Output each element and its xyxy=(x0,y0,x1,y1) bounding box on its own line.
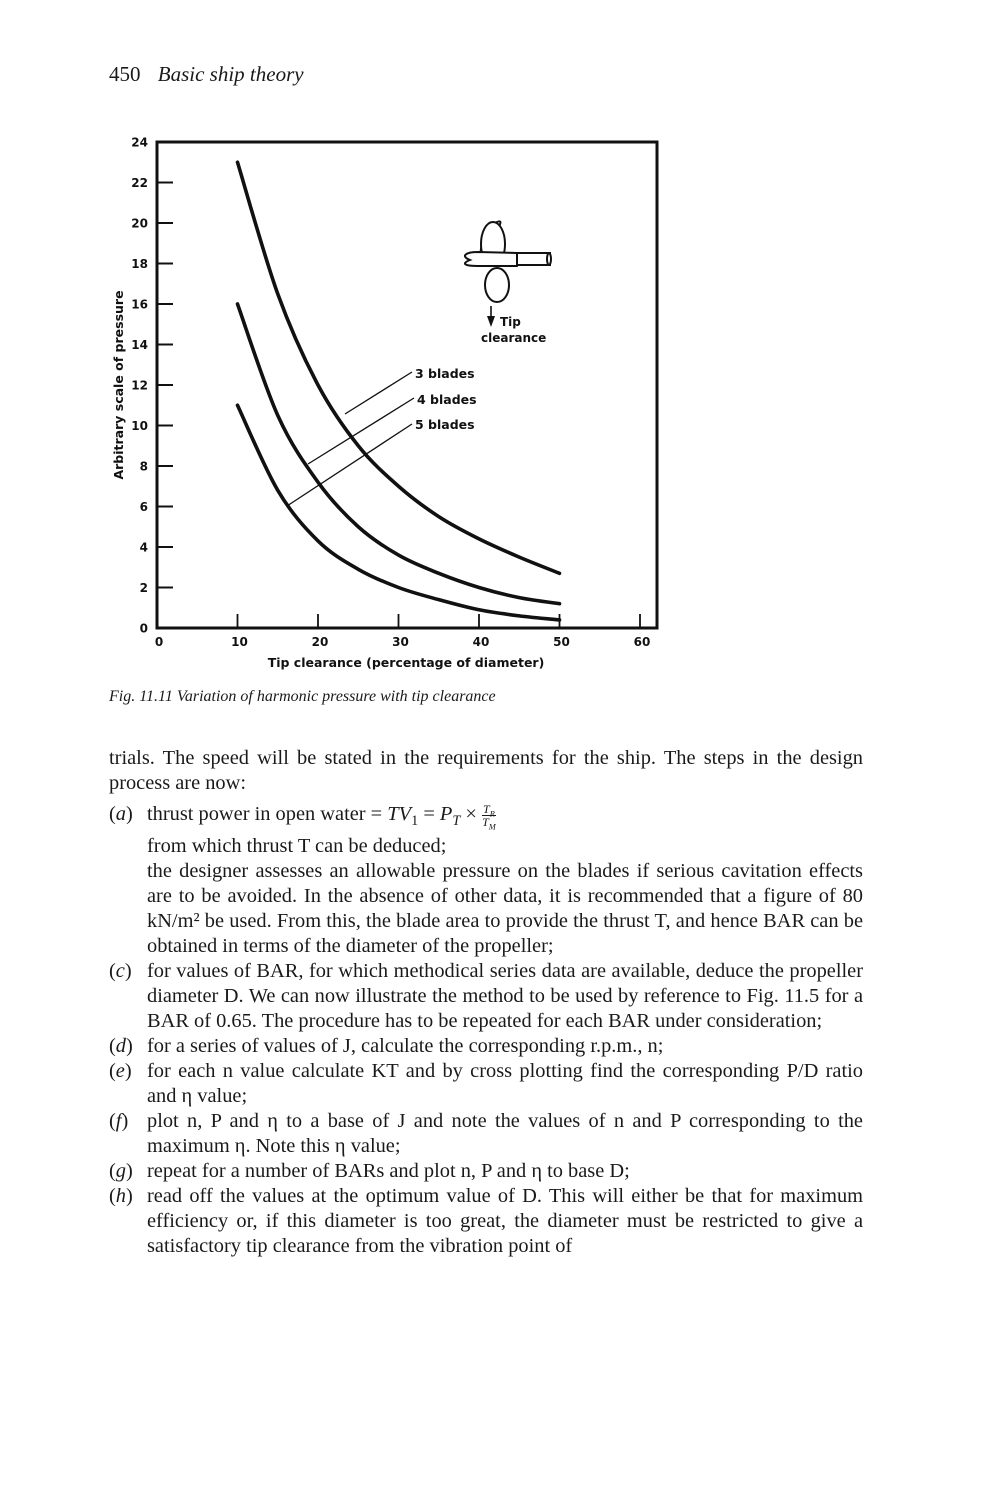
page-number: 450 xyxy=(109,62,141,86)
legend-leader-lines xyxy=(287,372,414,506)
svg-text:14: 14 xyxy=(131,338,148,352)
svg-text:6: 6 xyxy=(139,500,148,514)
item-text: plot n, P and η to a base of J and note the values of n and P corresponding to the maximum η. Note this η value; xyxy=(147,1109,863,1157)
item-text: for values of BAR, for which methodical series data are available, deduce the propeller diameter D. We can now illustrate the method to be used by reference to Fig. 11.5 for a BAR of 0.65. The procedure has to be repeated for each BAR under consideration; xyxy=(147,959,863,1032)
list-item xyxy=(109,1034,863,1059)
svg-text:2: 2 xyxy=(139,581,148,595)
item-label: (h) xyxy=(109,1184,133,1207)
item-text: for each n value calculate KT and by cross plotting find the corresponding P/D ratio and η value; xyxy=(147,1059,863,1107)
list-item xyxy=(109,1059,863,1109)
svg-text:10: 10 xyxy=(131,419,148,433)
svg-text:0: 0 xyxy=(139,621,148,636)
body-text xyxy=(109,746,863,1259)
list-item-a xyxy=(109,801,863,832)
item-text: read off the values at the optimum value of D. This will either be that for maximum efficiency or, if this diameter is too great, the diameter must be restricted to give a satisfactory tip clearance from the vibration point of xyxy=(147,1184,863,1257)
item-label: (e) xyxy=(109,1059,132,1082)
svg-text:30: 30 xyxy=(392,635,409,649)
item-label: (c) xyxy=(109,959,132,982)
plot-frame xyxy=(157,142,657,628)
curve-5-blades xyxy=(238,405,560,620)
svg-text:18: 18 xyxy=(131,257,148,271)
svg-text:12: 12 xyxy=(131,378,148,393)
svg-text:20: 20 xyxy=(311,635,329,649)
legend-labels xyxy=(415,366,477,432)
propeller-icon xyxy=(465,221,551,302)
svg-text:16: 16 xyxy=(131,297,148,312)
item-text: for a series of values of J, calculate the corresponding r.p.m., n; xyxy=(147,1034,664,1057)
data-curves xyxy=(238,162,560,620)
figure-caption: Fig. 11.11 Variation of harmonic pressure with tip clearance xyxy=(109,688,496,705)
svg-text:60: 60 xyxy=(633,635,651,649)
x-axis-label: Tip clearance (percentage of diameter) xyxy=(267,655,545,670)
curve-3-blades xyxy=(238,162,560,573)
svg-text:20: 20 xyxy=(131,216,148,231)
svg-text:clearance: clearance xyxy=(481,331,547,345)
intro-paragraph: trials. The speed will be stated in the requirements for the ship. The steps in the design process are now: xyxy=(109,747,863,794)
svg-text:4 blades: 4 blades xyxy=(417,392,477,407)
figure-harmonic-pressure-chart xyxy=(100,125,680,680)
svg-text:5 blades: 5 blades xyxy=(415,417,475,432)
svg-text:8: 8 xyxy=(139,459,148,474)
y-axis-ticks xyxy=(131,136,173,636)
svg-text:24: 24 xyxy=(131,135,148,150)
chart-svg xyxy=(100,125,680,680)
list-item xyxy=(109,959,863,1034)
svg-text:40: 40 xyxy=(472,635,490,649)
item-b-paragraph: the designer assesses an allowable pressure on the blades if serious cavitation effects are to be avoided. In the absence of other data, it is recommended that a figure of 80 kN/m² be used. From this, the blade area to provide the thrust T, and hence BAR can be obtained in terms of the diameter of the propeller; xyxy=(147,859,863,957)
item-label: (d) xyxy=(109,1034,133,1057)
item-a-text: thrust power in open water = xyxy=(147,803,388,825)
item-a-continuation: from which thrust T can be deduced; xyxy=(147,834,447,857)
list-item xyxy=(109,1159,863,1184)
svg-text:22: 22 xyxy=(131,176,148,190)
svg-text:0: 0 xyxy=(154,635,164,649)
y-axis-label: Arbitrary scale of pressure xyxy=(111,290,126,480)
svg-text:10: 10 xyxy=(231,635,248,649)
item-text: repeat for a number of BARs and plot n, P and η to base D; xyxy=(147,1159,630,1182)
tip-clearance-arrow-icon xyxy=(487,306,495,327)
list-item xyxy=(109,1184,863,1259)
book-title: Basic ship theory xyxy=(157,62,304,86)
x-axis-ticks xyxy=(155,614,651,649)
svg-text:50: 50 xyxy=(553,635,570,649)
running-head xyxy=(109,62,304,87)
formula: $TV_1 = P_T$ × $\frac{T_R}{T_M}$ xyxy=(387,801,496,832)
curve-4-blades xyxy=(238,304,560,604)
item-label: (f) xyxy=(109,1109,129,1132)
item-label: (a) xyxy=(109,803,133,825)
procedure-list xyxy=(109,959,863,1259)
svg-text:3 blades: 3 blades xyxy=(415,366,475,381)
svg-text:Tip: Tip xyxy=(500,315,521,329)
svg-text:4: 4 xyxy=(139,540,148,555)
item-label: (g) xyxy=(109,1159,133,1182)
list-item xyxy=(109,1109,863,1159)
